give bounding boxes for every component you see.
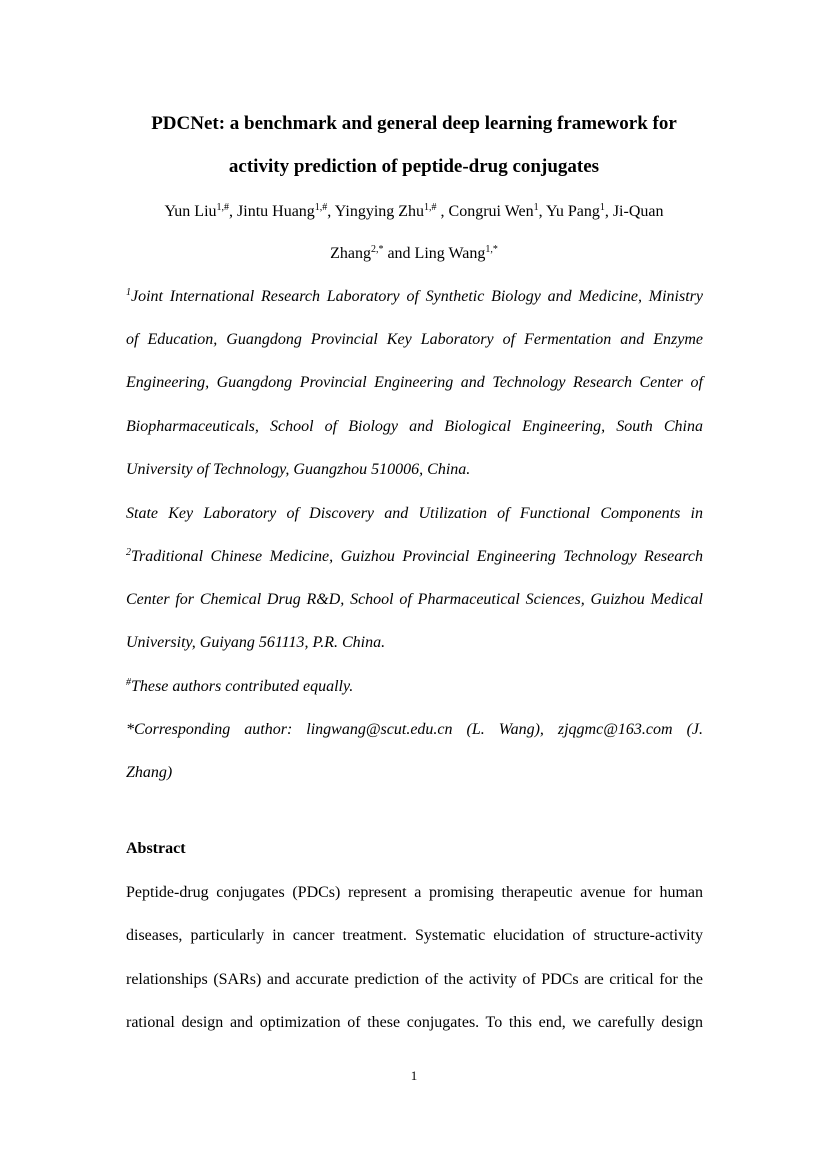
author-name: and Ling Wang	[383, 245, 486, 262]
abstract-text-line: relationships (SARs) and accurate prediction of the activity of PDCs are critical for the	[126, 971, 703, 988]
affiliation-2-line: State Key Laboratory of Discovery and Utilization of Functional Components in	[126, 505, 703, 522]
author-name: Zhang	[330, 245, 371, 262]
corresponding-author-line-1: *Corresponding author: lingwang@scut.edu.cn (L. Wang), zjqgmc@163.com (J.	[126, 721, 703, 738]
affiliation-1-line: Engineering, Guangdong Provincial Engineering and Technology Research Center of	[126, 374, 703, 391]
affiliation-1-line: $^1$Joint International Research Laboratory of Synthetic Biology and Medicine, Ministry	[126, 287, 703, 305]
author-list-line-2	[100, 243, 728, 265]
equal-contribution-marker: #	[126, 677, 131, 688]
abstract-text-line: diseases, particularly in cancer treatment. Systematic elucidation of structure-activity	[126, 927, 703, 944]
author-affiliation-marker: 1	[599, 202, 605, 213]
affiliation-marker: 1	[126, 287, 131, 298]
affiliation-1-line: University of Technology, Guangzhou 510006, China.	[126, 461, 471, 478]
affiliation-1-line: Biopharmaceuticals, School of Biology and Biological Engineering, South China	[126, 418, 703, 435]
author-name: , Congrui Wen	[436, 203, 534, 220]
author-name: , Yu Pang	[538, 203, 600, 220]
author-name: , Jintu Huang	[229, 203, 315, 220]
abstract-text-line: Peptide-drug conjugates (PDCs) represent a promising therapeutic avenue for human	[126, 884, 703, 901]
author-affiliation-marker: 1,#	[424, 202, 437, 213]
author-name: , Yingying Zhu	[327, 203, 425, 220]
author-affiliation-marker: 2,*	[370, 244, 384, 255]
author-list-line-1	[100, 201, 728, 223]
author-name: , Ji-Quan	[604, 203, 664, 220]
author-affiliation-marker: 1,#	[314, 202, 328, 213]
paper-title-line-2: activity prediction of peptide-drug conjugates	[228, 156, 600, 177]
affiliation-2-line: University, Guiyang 561113, P.R. China.	[126, 634, 386, 651]
affiliation-marker: 2	[126, 547, 131, 558]
author-affiliation-marker: 1,*	[485, 244, 498, 255]
page-number: 1	[410, 1068, 418, 1083]
affiliation-1-line: of Education, Guangdong Provincial Key Laboratory of Fermentation and Enzyme	[126, 331, 703, 348]
affiliation-2-line: $^2$Traditional Chinese Medicine, Guizhou Provincial Engineering Technology Research	[126, 547, 703, 565]
equal-contribution-note: #These authors contributed equally.	[126, 677, 354, 695]
corresponding-author-line-2: Zhang)	[126, 764, 173, 781]
paper-title-line-1: PDCNet: a benchmark and general deep learning framework for	[151, 113, 677, 134]
author-affiliation-marker: 1	[533, 202, 539, 213]
abstract-text-line: rational design and optimization of these conjugates. To this end, we carefully design	[126, 1014, 703, 1031]
abstract-heading: Abstract	[126, 840, 186, 857]
affiliation-2-line: Center for Chemical Drug R&D, School of Pharmaceutical Sciences, Guizhou Medical	[126, 591, 703, 608]
author-name: Yun Liu	[164, 203, 217, 220]
author-affiliation-marker: 1,#	[216, 202, 230, 213]
